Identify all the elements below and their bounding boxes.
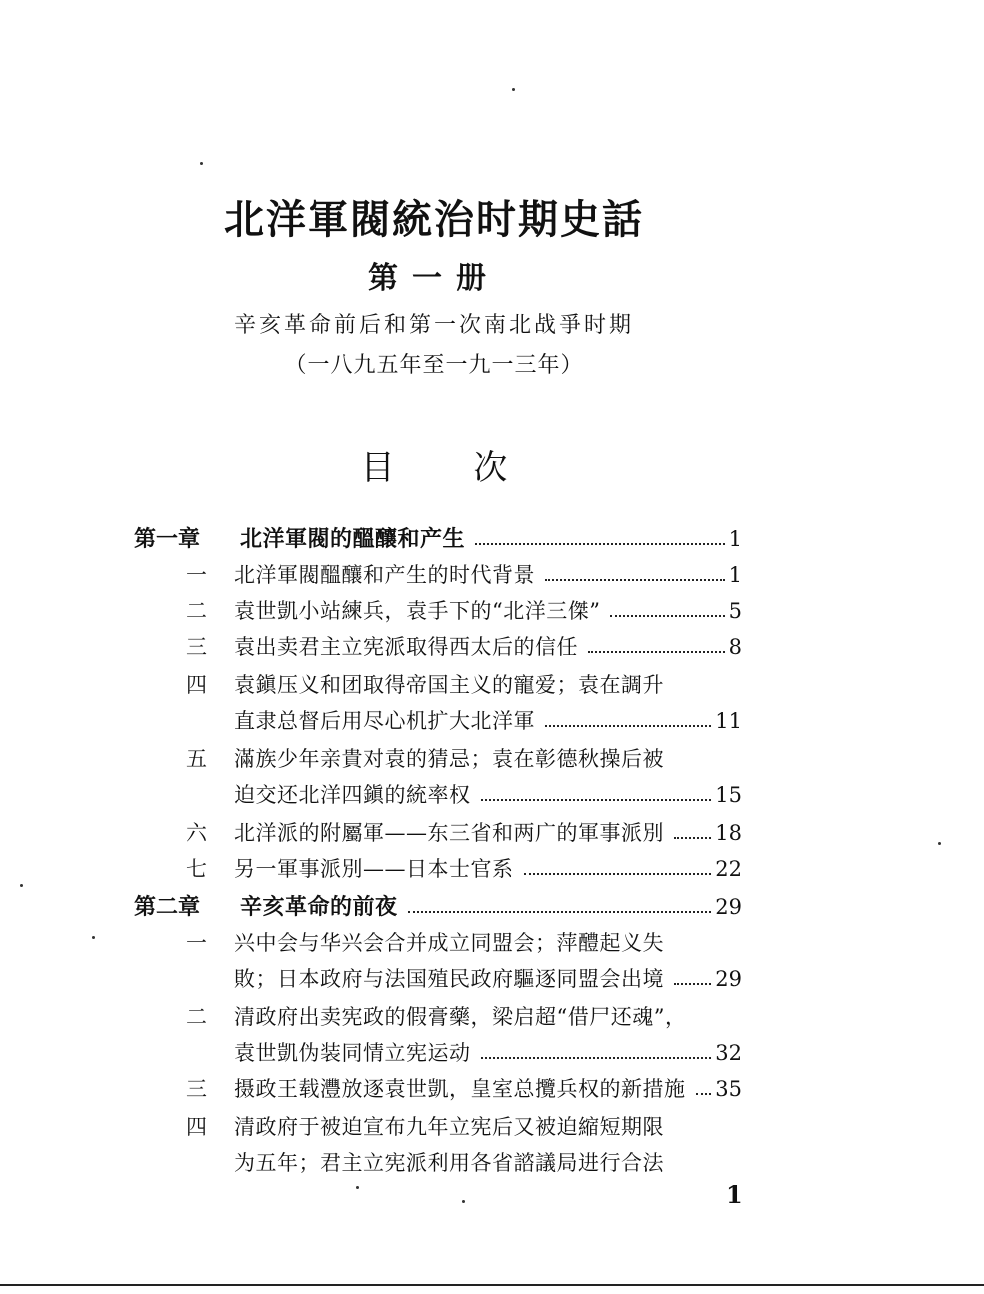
toc-section-row — [0, 1000, 984, 1034]
page-ref: 22 — [715, 857, 742, 881]
book-title: 北洋軍閥統治时期史話 — [224, 196, 644, 243]
section-number: 三 — [186, 635, 207, 659]
page-ref: 8 — [728, 635, 742, 659]
entry-title: 清政府于被迫宣布九年立宪后又被迫縮短期限 — [234, 1115, 664, 1139]
page-ref: 1 — [728, 527, 742, 551]
chapter-number: 第二章 — [134, 894, 201, 920]
entry-title: 摄政王载灃放逐袁世凱，皇室总攬兵权的新措施 — [234, 1077, 686, 1101]
leader-dots — [588, 651, 725, 653]
toc-section-row — [0, 1036, 984, 1070]
toc-heading-left: 目 — [360, 448, 395, 488]
entry-title: 袁出卖君主立宪派取得西太后的信任 — [234, 635, 578, 659]
toc-heading — [0, 440, 868, 489]
entry-title: 清政府出卖宪政的假膏藥，梁启超“借尸还魂”， — [234, 1005, 687, 1029]
section-number: 六 — [186, 821, 207, 845]
toc-section-row — [0, 742, 984, 776]
entry-title: 直隶总督后用尽心机扩大北洋軍 — [234, 709, 535, 733]
leader-dots — [545, 579, 725, 581]
year-range: （一八九五年至一九一三年） — [284, 353, 584, 378]
leader-dots — [475, 543, 725, 545]
leader-dots — [481, 799, 711, 801]
toc-section-row — [0, 1110, 984, 1144]
scan-speck — [938, 842, 941, 845]
toc-section-row — [0, 1146, 984, 1180]
section-number: 三 — [186, 1077, 207, 1101]
page-ref: 1 — [728, 563, 742, 587]
volume-label: 第一册 — [368, 261, 500, 296]
section-number: 一 — [186, 563, 207, 587]
page-ref: 32 — [715, 1041, 742, 1065]
page-ref: 35 — [715, 1077, 742, 1101]
scan-speck — [512, 88, 515, 91]
section-number: 四 — [186, 673, 207, 697]
entry-title: 袁世凱小站練兵，袁手下的“北洋三傑” — [234, 599, 601, 623]
entry-title: 北洋軍閥的醞釀和产生 — [240, 526, 466, 552]
toc-section-row — [0, 962, 984, 996]
entry-title: 迫交还北洋四鎭的統率权 — [234, 783, 471, 807]
leader-dots — [696, 1093, 711, 1095]
section-number: 二 — [186, 599, 207, 623]
entry-title: 滿族少年亲貴对袁的猜忌；袁在彰德秋操后被 — [234, 747, 664, 771]
leader-dots — [524, 873, 711, 875]
page-ref: 29 — [715, 895, 742, 919]
leader-dots — [408, 911, 711, 913]
page-ref: 18 — [715, 821, 742, 845]
toc-section-row — [0, 704, 984, 738]
scan-speck — [462, 1200, 465, 1203]
section-number: 二 — [186, 1005, 207, 1029]
toc-section-row — [0, 852, 984, 886]
page-ref: 5 — [728, 599, 742, 623]
scan-speck — [356, 1186, 359, 1189]
entry-title: 袁世凱伪装同情立宪运动 — [234, 1041, 471, 1065]
page-ref: 15 — [715, 783, 742, 807]
scan-speck — [200, 162, 203, 165]
section-number: 七 — [186, 857, 207, 881]
scan-speck — [92, 936, 95, 939]
entry-title: 为五年；君主立宪派利用各省諮議局进行合法 — [234, 1151, 664, 1175]
entry-title: 另一軍事派別——日本士官系 — [234, 857, 514, 881]
scan-speck — [20, 884, 23, 887]
toc-section-row — [0, 1072, 984, 1106]
toc-heading-right: 次 — [473, 448, 508, 488]
entry-title: 北洋軍閥醞釀和产生的时代背景 — [234, 563, 535, 587]
toc-section-row — [0, 630, 984, 664]
leader-dots — [674, 837, 711, 839]
toc-section-row — [0, 926, 984, 960]
leader-dots — [481, 1057, 711, 1059]
toc-section-row — [0, 778, 984, 812]
entry-title: 辛亥革命的前夜 — [240, 894, 398, 920]
book-subtitle: 辛亥革命前后和第一次南北战爭时期 — [233, 313, 634, 338]
bottom-rule — [0, 1284, 984, 1286]
toc-section-row — [0, 668, 984, 702]
entry-title: 兴中会与华兴会合并成立同盟会；萍醴起义失 — [234, 931, 664, 955]
leader-dots — [610, 615, 725, 617]
section-number: 一 — [186, 931, 207, 955]
entry-title: 北洋派的附屬軍——东三省和两广的軍事派別 — [234, 821, 664, 845]
leader-dots — [545, 725, 711, 727]
entry-title: 敗；日本政府与法国殖民政府驅逐同盟会出境 — [234, 967, 664, 991]
toc-section-row — [0, 816, 984, 850]
toc-chapter-row — [0, 522, 984, 556]
entry-title: 袁鎭压义和团取得帝国主义的寵爱；袁在調升 — [234, 673, 664, 697]
toc-section-row — [0, 594, 984, 628]
chapter-number: 第一章 — [134, 526, 201, 552]
toc-section-row — [0, 558, 984, 592]
section-number: 五 — [186, 747, 207, 771]
page-ref: 11 — [715, 709, 742, 733]
section-number: 四 — [186, 1115, 207, 1139]
leader-dots — [674, 983, 711, 985]
toc-chapter-row — [0, 890, 984, 924]
page-ref: 29 — [715, 967, 742, 991]
page-number: 1 — [726, 1180, 743, 1209]
